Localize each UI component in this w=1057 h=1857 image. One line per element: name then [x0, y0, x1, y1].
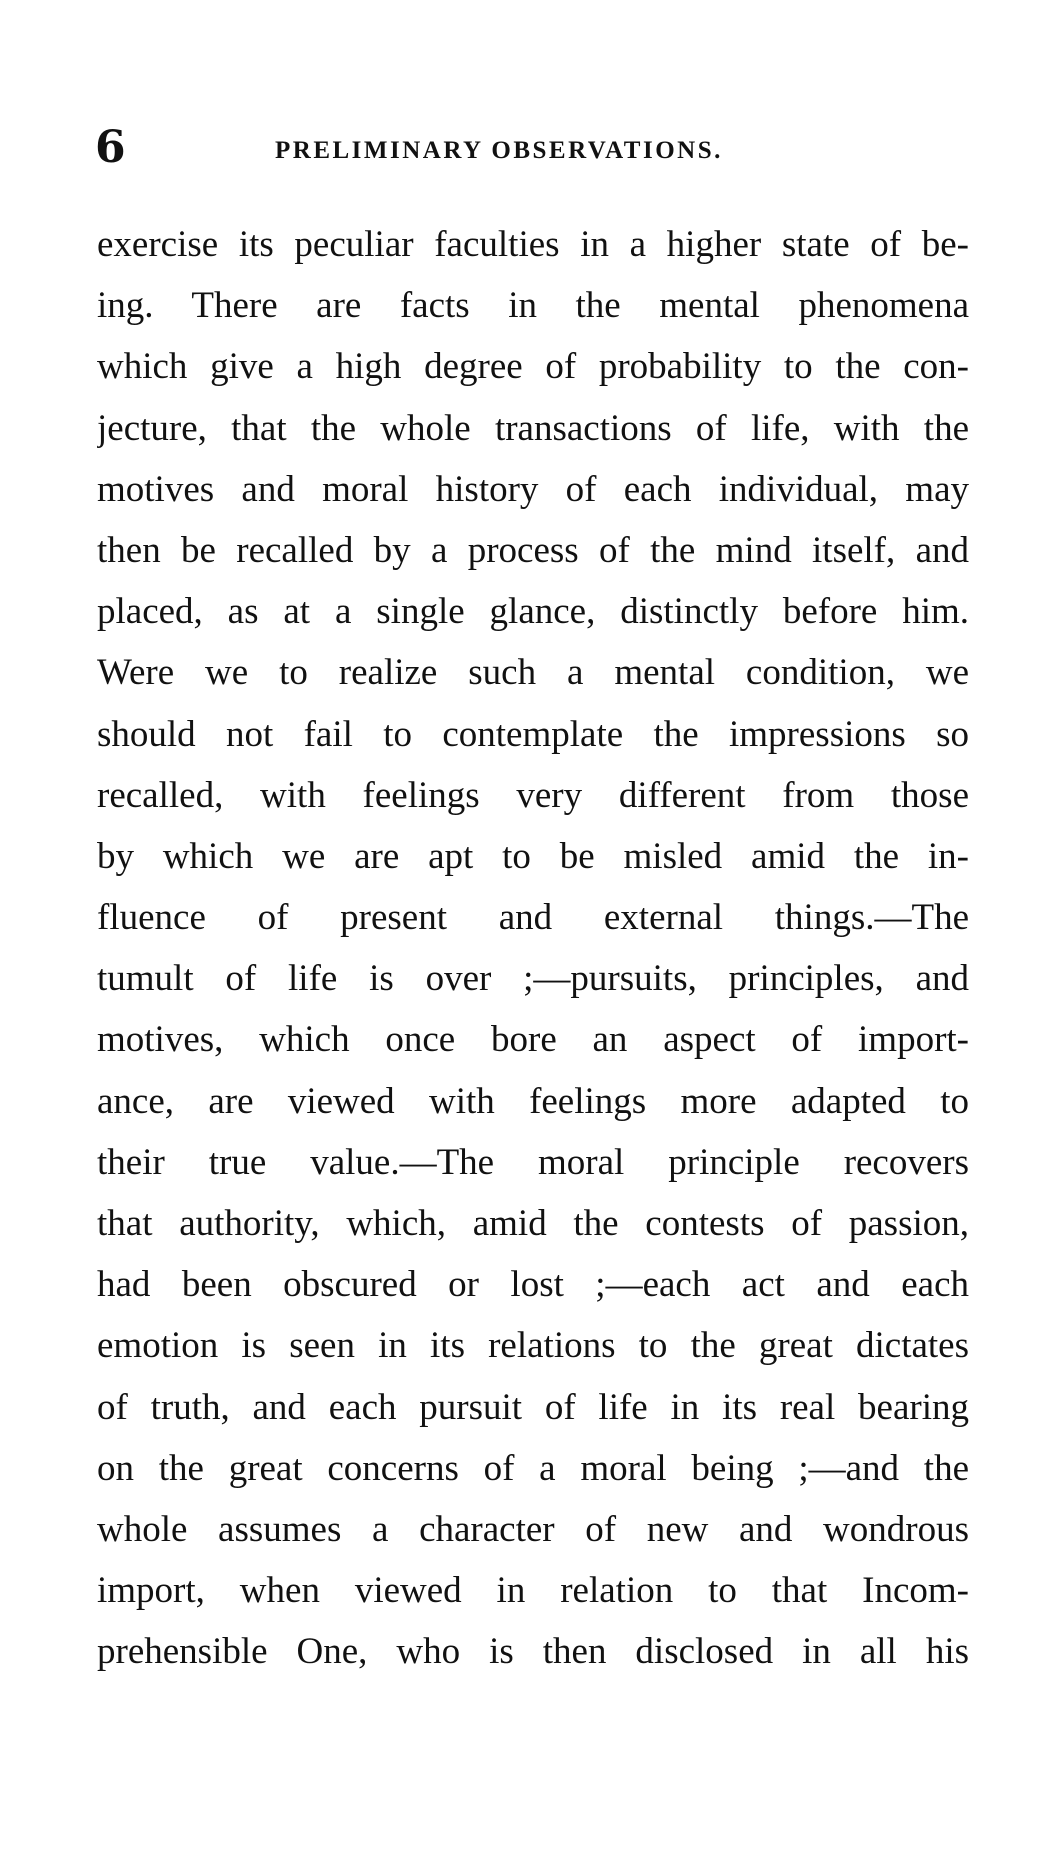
text-line: motives, which once bore an aspect of import- — [97, 1019, 969, 1061]
page-number: 6 — [95, 122, 126, 173]
page-header — [95, 118, 985, 178]
text-line: ing. There are facts in the mental phenomena — [97, 285, 969, 327]
text-line: by which we are apt to be misled amid the in- — [97, 835, 969, 877]
text-line: whole assumes a character of new and wondrous — [97, 1508, 969, 1550]
text-line: tumult of life is over ;—pursuits, principles, and — [97, 958, 969, 1000]
text-line: recalled, with feelings very different from those — [97, 774, 969, 816]
text-line: then be recalled by a process of the mind itself, and — [97, 529, 969, 571]
text-line: should not fail to contemplate the impressions so — [97, 713, 969, 755]
text-line: import, when viewed in relation to that Incom- — [97, 1570, 969, 1612]
text-line: prehensible One, who is then disclosed in all his — [97, 1631, 969, 1673]
running-head: PRELIMINARY OBSERVATIONS. — [275, 137, 723, 164]
text-line: placed, as at a single glance, distinctly before him. — [97, 591, 969, 633]
text-line: motives and moral history of each individual, may — [97, 468, 969, 510]
text-line: jecture, that the whole transactions of life, with the — [97, 407, 969, 449]
text-line: ance, are viewed with feelings more adapted to — [97, 1080, 969, 1122]
text-line: Were we to realize such a mental condition, we — [97, 652, 969, 694]
text-line: had been obscured or lost ;—each act and each — [97, 1264, 969, 1306]
text-line: emotion is seen in its relations to the great dictates — [97, 1325, 969, 1367]
text-line: their true value.—The moral principle recovers — [97, 1141, 969, 1183]
text-line: that authority, which, amid the contests of passion, — [97, 1203, 969, 1244]
text-line: fluence of present and external things.—The — [97, 897, 969, 939]
text-line: exercise its peculiar faculties in a higher state of be- — [97, 224, 969, 265]
text-line: which give a high degree of probability to the con- — [97, 346, 969, 388]
body-text — [97, 214, 969, 1683]
text-line: on the great concerns of a moral being ;—and the — [97, 1447, 969, 1489]
text-line: of truth, and each pursuit of life in its real bearing — [97, 1386, 969, 1428]
